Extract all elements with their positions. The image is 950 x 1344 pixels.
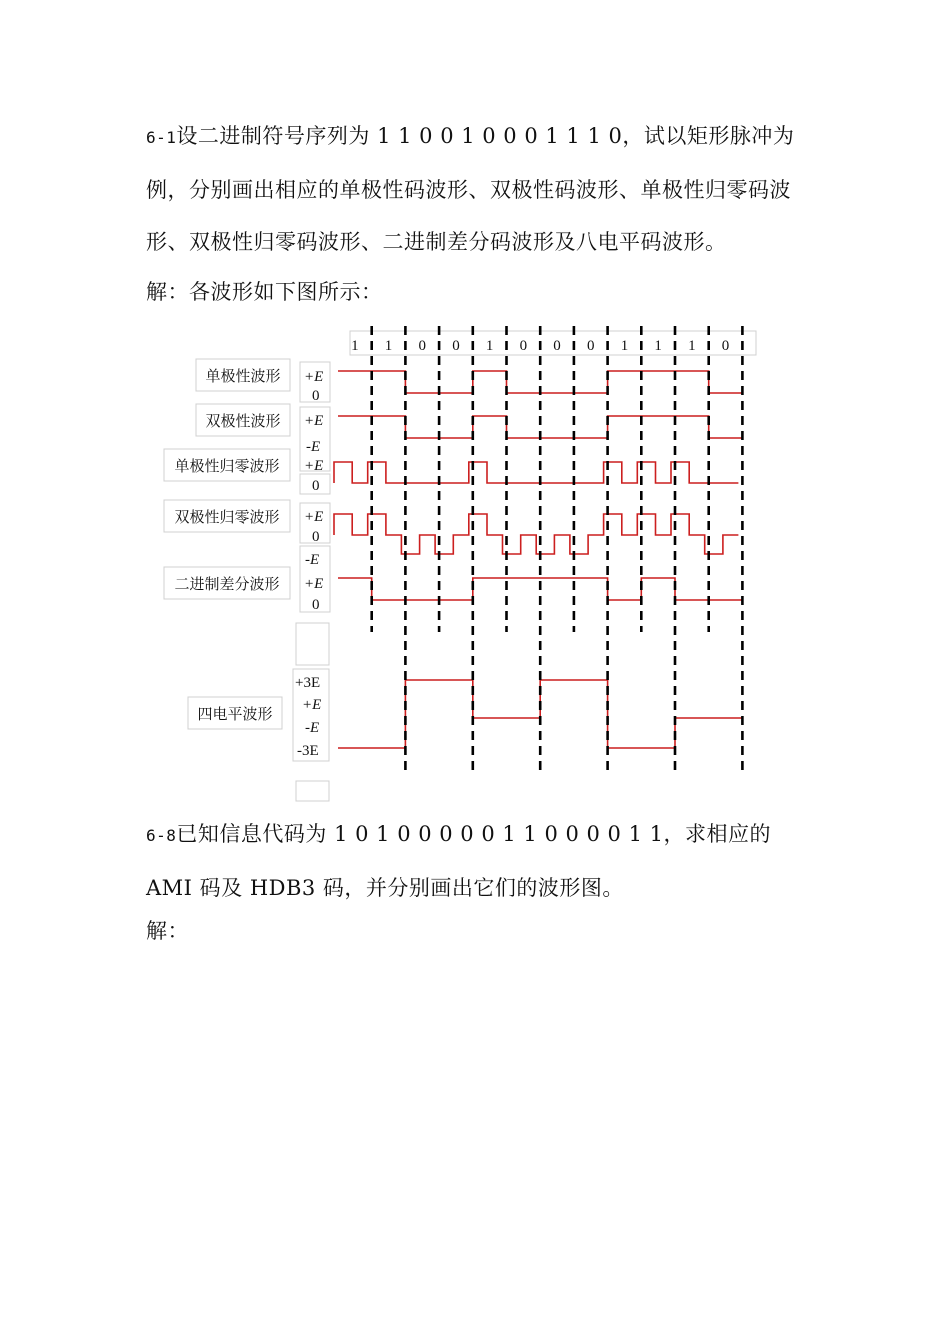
level-neg-3e: -3E <box>297 743 319 759</box>
label-bipolar: 双极性波形 <box>205 412 281 430</box>
label-differential: 二进制差分波形 <box>174 575 280 593</box>
problem-6-8 <box>146 808 816 914</box>
bit-label: 0 <box>721 338 730 354</box>
problem-text-2: 已知信息代码为 1 0 1 0 0 0 0 0 1 1 0 0 0 0 1 1，求相应的AMI 码及 HDB3 码，并分别画出它们的波形图。 <box>146 822 771 900</box>
answer-6-8: 解： <box>146 919 189 943</box>
bit-label: 0 <box>452 338 460 354</box>
waveforms <box>334 371 742 748</box>
bit-label: 1 <box>351 338 359 354</box>
problem-text: 设二进制符号序列为 1 1 0 0 1 0 0 0 1 1 1 0，试以矩形脉冲为例，分别画出相应的单极性码波形、双极性码波形、单极性归零码波形、双极性归零码波形、二进制差分码波形及八电平码波形。 <box>146 124 795 254</box>
problem-number-2: 6-8 <box>146 826 177 845</box>
level-box-6 <box>296 623 329 665</box>
bit-label: 0 <box>418 338 426 354</box>
bit-label: 0 <box>519 338 528 354</box>
level-pos-e-2: +E <box>304 413 324 429</box>
level-zero-4: 0 <box>312 529 320 545</box>
bit-label: 0 <box>587 338 595 354</box>
level-pos-e-5: +E <box>304 576 324 592</box>
level-zero-5: 0 <box>312 597 320 613</box>
level-neg-e-7: -E <box>305 720 320 736</box>
level-neg-e-5: -E <box>305 552 320 568</box>
bipolar-rz-waveform <box>334 514 738 554</box>
label-unipolar-rz: 单极性归零波形 <box>174 457 280 475</box>
unipolar-rz-waveform <box>334 462 738 483</box>
row-labels <box>164 359 290 729</box>
level-labels <box>293 362 330 801</box>
label-unipolar: 单极性波形 <box>205 367 281 385</box>
level-pos-e-3: +E <box>304 458 324 474</box>
level-neg-e-2: -E <box>306 439 321 455</box>
level-pos-3e: +3E <box>295 675 321 691</box>
bit-label: 1 <box>688 338 696 354</box>
bit-sequence-row <box>350 331 756 355</box>
label-four-level: 四电平波形 <box>197 705 273 723</box>
level-pos-e-4: +E <box>304 509 324 525</box>
bit-label: 1 <box>384 338 393 354</box>
level-pos-e-1: +E <box>304 369 324 385</box>
label-bipolar-rz: 双极性归零波形 <box>174 508 280 526</box>
answer-6-1: 解：各波形如下图所示： <box>146 280 383 304</box>
bit-label: 1 <box>654 338 662 354</box>
level-zero-1: 0 <box>312 388 320 404</box>
level-zero-3: 0 <box>312 478 320 494</box>
problem-number: 6-1 <box>146 128 177 147</box>
bit-label: 1 <box>485 338 494 354</box>
level-box-8 <box>296 781 329 801</box>
bit-label: 0 <box>553 338 561 354</box>
level-pos-e-7: +E <box>302 697 322 713</box>
bit-label: 1 <box>620 338 629 354</box>
